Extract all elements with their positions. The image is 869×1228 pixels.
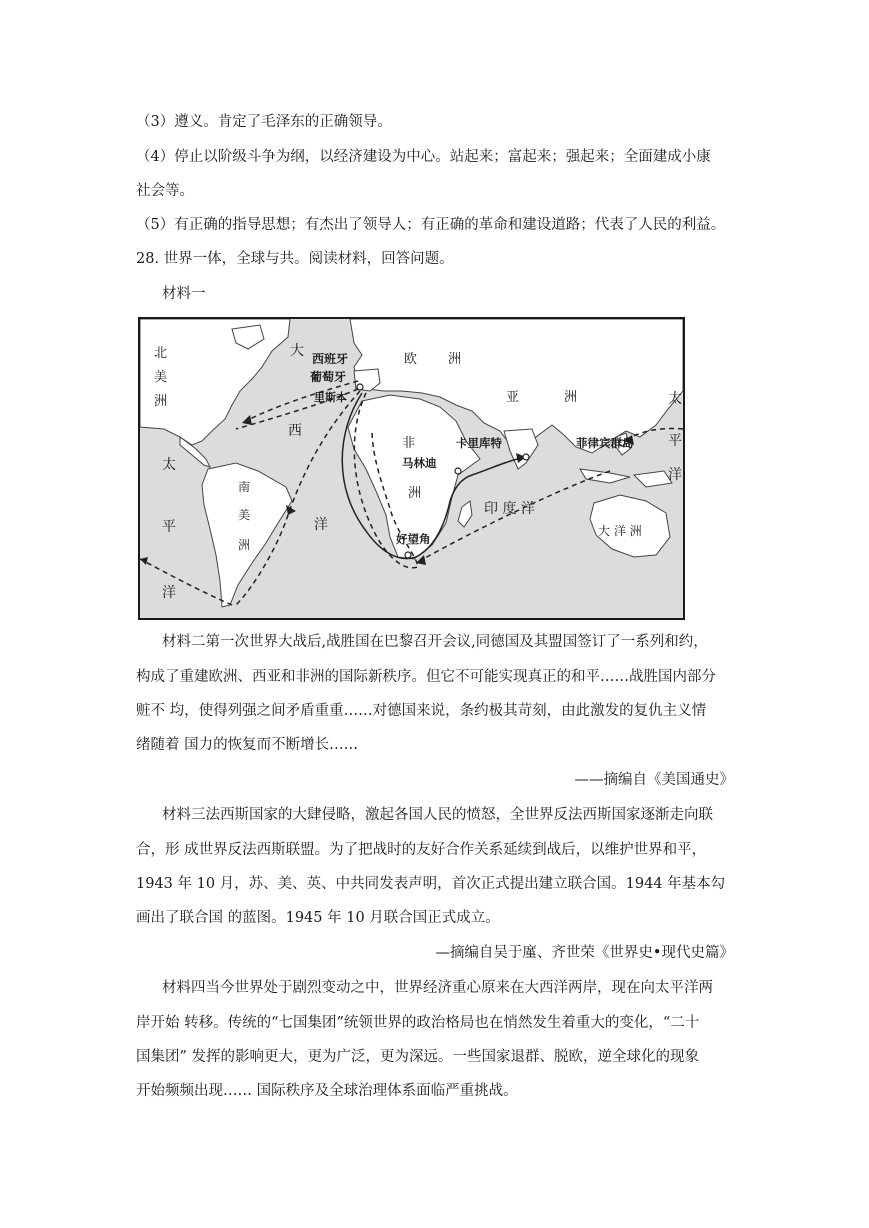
cape-marker — [405, 552, 411, 558]
answer-4-line-1: （4）停止以阶级斗争为纲，以经济建设为中心。站起来；富起来；强起来；全面建成小康 — [136, 149, 711, 165]
lisbon-marker — [357, 384, 363, 390]
label-atlantic-3: 洋 — [314, 517, 328, 533]
material-3-source: —摘编自吴于廑、齐世荣《世界史•现代史篇》 — [435, 945, 734, 961]
answer-3: （3）遵义。肯定了毛泽东的正确领导。 — [136, 114, 392, 130]
material-3-line-4: 画出了联合国 的蓝图。1945 年 10 月联合国正式成立。 — [136, 910, 500, 926]
map-figure — [140, 319, 683, 618]
label-asia-2: 洲 — [564, 390, 578, 405]
label-europe-2: 洲 — [448, 352, 462, 367]
label-pacific-west-2: 平 — [162, 519, 176, 535]
answer-5: （5）有正确的指导思想；有杰出了领导人；有正确的革命和建设道路；代表了人民的利益。 — [136, 217, 726, 233]
label-south-america-2: 美 — [238, 508, 251, 522]
label-cape: 好望角 — [396, 532, 431, 546]
label-africa-2: 洲 — [408, 486, 422, 501]
answer-4-line-2: 社会等。 — [136, 183, 194, 199]
label-oceania: 大 洋 洲 — [598, 524, 642, 538]
label-asia-1: 亚 — [506, 390, 520, 405]
material-1-label: 材料一 — [162, 286, 206, 302]
material-2-line-1: 材料二第一次世界大战后,战胜国在巴黎召开会议,同德国及其盟国签订了一系列和约， — [162, 634, 708, 650]
label-calicut: 卡里库特 — [456, 436, 502, 450]
material-3-line-1: 材料三法西斯国家的大肆侵略，激起各国人民的愤怒，全世界反法西斯国家逐渐走向联 — [162, 807, 713, 823]
material-2-source: ——摘编自《美国通史》 — [574, 772, 734, 788]
label-north-america-2: 美 — [154, 370, 168, 385]
label-africa-1: 非 — [402, 436, 416, 451]
label-south-america-1: 南 — [238, 480, 251, 494]
label-pacific-west-3: 洋 — [162, 585, 176, 601]
material-4-line-1: 材料四当今世界处于剧烈变动之中，世界经济重心原来在大西洋两岸，现在向太平洋两 — [162, 980, 713, 996]
voyage-route-map — [138, 317, 685, 620]
label-atlantic-2: 西 — [288, 423, 302, 439]
label-lisbon: 里斯本 — [314, 391, 347, 404]
calicut-marker — [523, 454, 529, 460]
label-south-america-3: 洲 — [238, 538, 251, 552]
label-north-america-1: 北 — [154, 346, 168, 361]
label-pacific-east-1: 太 — [668, 391, 682, 407]
label-portugal: 葡萄牙 — [310, 370, 347, 384]
label-pacific-east-2: 平 — [668, 433, 682, 449]
label-atlantic-1: 大 — [290, 343, 304, 359]
material-3-line-2: 合，形 成世界反法西斯联盟。为了把战时的友好合作关系延续到战后，以维护世界和平， — [136, 842, 707, 858]
label-europe-1: 欧 — [404, 352, 418, 367]
label-pacific-west-1: 太 — [162, 457, 176, 473]
label-spain: 西班牙 — [312, 352, 349, 366]
label-philippines: 菲律宾群岛 — [576, 436, 634, 450]
label-indian-ocean: 印 度 洋 — [484, 501, 535, 517]
material-4-line-2: 岸开始 转移。传统的“七国集团”统领世界的政治格局也在悄然发生着重大的变化，“二十 — [136, 1015, 700, 1031]
label-pacific-east-3: 洋 — [668, 467, 682, 483]
question-28-stem: 28. 世界一体，全球与共。阅读材料，回答问题。 — [136, 251, 454, 267]
material-2-line-3: 赃不 均，使得列强之间矛盾重重……对德国来说，条约极其苛刻，由此激发的复仇主义情 — [136, 703, 707, 719]
material-4-line-3: 国集团” 发挥的影响更大，更为广泛，更为深远。一些国家退群、脱欧，逆全球化的现象 — [136, 1049, 700, 1065]
label-north-america-3: 洲 — [154, 394, 168, 409]
material-2-line-2: 构成了重建欧洲、西亚和非洲的国际新秩序。但它不可能实现真正的和平……战胜国内部分 — [136, 669, 716, 685]
material-2-line-4: 绪随着 国力的恢复而不断增长…… — [136, 737, 359, 753]
label-malindi: 马林迪 — [402, 456, 437, 470]
material-3-line-3: 1943 年 10 月，苏、美、英、中共同发表声明，首次正式提出建立联合国。1944 年基本勾 — [136, 876, 726, 892]
material-4-line-4: 开始频频出现…… 国际秩序及全球治理体系面临严重挑战。 — [136, 1083, 518, 1099]
malindi-marker — [455, 468, 461, 474]
